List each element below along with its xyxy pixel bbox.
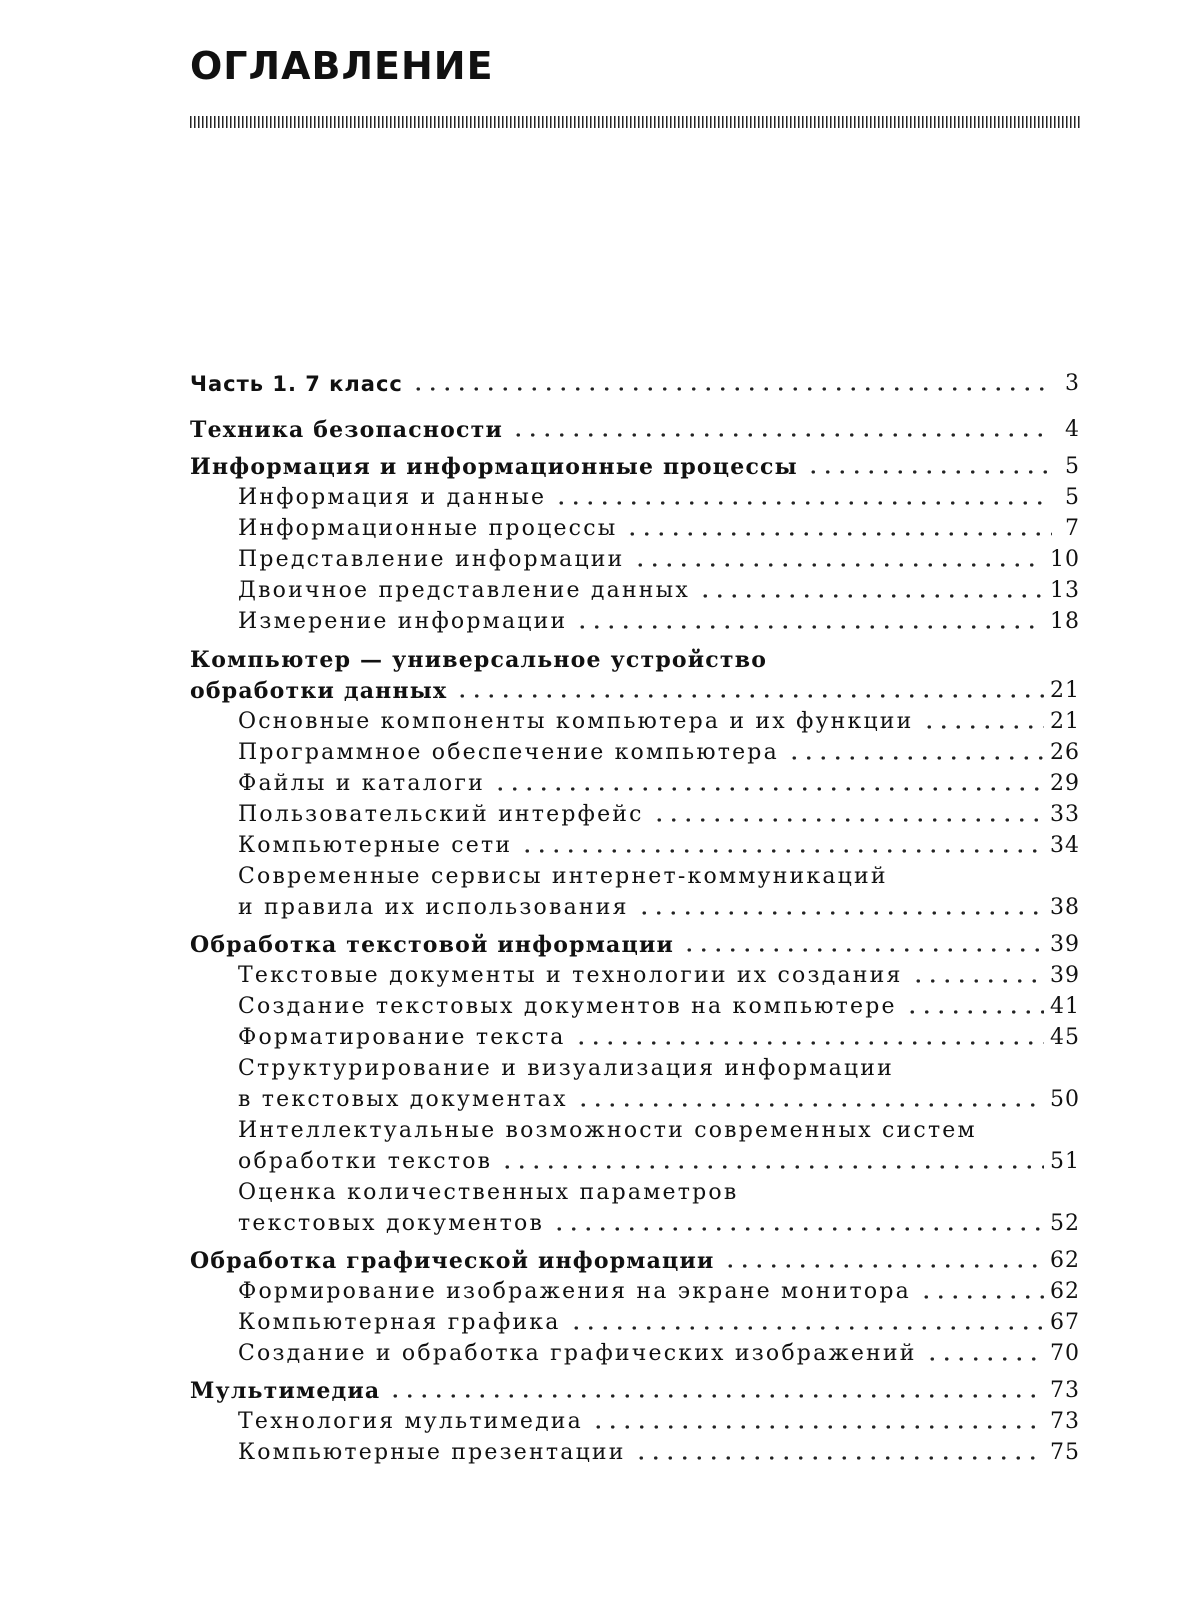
toc-entry-page: 33 bbox=[1050, 802, 1080, 827]
toc-entry[interactable] bbox=[190, 1146, 1080, 1178]
toc-entry-page: 73 bbox=[1050, 1409, 1080, 1434]
toc-entry-page: 7 bbox=[1065, 516, 1080, 541]
toc-entry[interactable] bbox=[190, 482, 1080, 514]
toc-entry-title: и правила их использования bbox=[238, 895, 629, 920]
toc-leader-dots bbox=[569, 1326, 1044, 1330]
toc-entry[interactable] bbox=[190, 1276, 1080, 1308]
toc-leader-dots bbox=[637, 911, 1044, 915]
toc-entry[interactable] bbox=[190, 892, 1080, 924]
toc-entry[interactable] bbox=[190, 1022, 1080, 1054]
toc-entry-title: Измерение информации bbox=[238, 609, 568, 634]
toc-leader-dots bbox=[698, 594, 1044, 598]
toc-entry-page: 73 bbox=[1050, 1378, 1080, 1403]
toc-entry-page: 62 bbox=[1050, 1279, 1080, 1304]
toc-leader-dots bbox=[723, 1264, 1044, 1268]
toc-leader-dots bbox=[411, 387, 1052, 391]
toc-leader-dots bbox=[787, 756, 1044, 760]
toc-entry-title: Компьютер — универсальное устройство bbox=[190, 647, 768, 673]
toc-leader-dots bbox=[511, 433, 1052, 437]
toc-entry-page: 75 bbox=[1050, 1440, 1080, 1465]
toc-leader-dots bbox=[493, 787, 1044, 791]
toc-leader-dots bbox=[574, 1041, 1044, 1045]
toc-entry-page: 70 bbox=[1050, 1341, 1080, 1366]
toc-entry-title: Обработка текстовой информации bbox=[190, 932, 674, 958]
toc-entry[interactable] bbox=[190, 644, 1080, 676]
toc-entry-title: Пользовательский интерфейс bbox=[238, 802, 644, 827]
toc-entry[interactable] bbox=[190, 737, 1080, 769]
toc-entry[interactable] bbox=[190, 451, 1080, 483]
toc-entry-title: Представление информации bbox=[238, 547, 625, 572]
title-rule bbox=[190, 116, 1080, 128]
toc-entry-title: обработки текстов bbox=[238, 1149, 493, 1174]
toc-entry-title: текстовых документов bbox=[238, 1211, 545, 1236]
toc-entry-title: Оценка количественных параметров bbox=[238, 1180, 739, 1205]
toc-entry[interactable] bbox=[190, 1375, 1080, 1407]
toc-leader-dots bbox=[919, 1295, 1044, 1299]
toc-entry-title: Структурирование и визуализация информации bbox=[238, 1056, 894, 1081]
toc-leader-dots bbox=[576, 1103, 1044, 1107]
toc-entry[interactable] bbox=[190, 1307, 1080, 1339]
toc-entry[interactable] bbox=[190, 768, 1080, 800]
toc-entry-page: 39 bbox=[1050, 963, 1080, 988]
toc-entry-title: Технология мультимедиа bbox=[238, 1409, 583, 1434]
toc-entry-page: 26 bbox=[1050, 740, 1080, 765]
toc-entry[interactable] bbox=[190, 799, 1080, 831]
toc-leader-dots bbox=[652, 818, 1044, 822]
toc-entry[interactable] bbox=[190, 1115, 1080, 1147]
toc-entry[interactable] bbox=[190, 1437, 1080, 1469]
toc-entry-title: Обработка графической информации bbox=[190, 1248, 715, 1274]
toc-entry-page: 45 bbox=[1050, 1025, 1080, 1050]
toc-entry[interactable] bbox=[190, 368, 1080, 400]
toc-entry-page: 34 bbox=[1050, 833, 1080, 858]
toc-leader-dots bbox=[634, 1456, 1044, 1460]
toc-entry-page: 50 bbox=[1050, 1087, 1080, 1112]
toc-leader-dots bbox=[591, 1425, 1044, 1429]
toc-entry[interactable] bbox=[190, 1177, 1080, 1209]
toc-entry[interactable] bbox=[190, 991, 1080, 1023]
toc-entry-page: 52 bbox=[1050, 1211, 1080, 1236]
toc-leader-dots bbox=[554, 501, 1052, 505]
toc-entry-title: Информация и данные bbox=[238, 485, 547, 510]
toc-entry-title: Информация и информационные процессы bbox=[190, 454, 798, 480]
toc-entry-page: 10 bbox=[1050, 547, 1080, 572]
toc-entry-title: в текстовых документах bbox=[238, 1087, 568, 1112]
toc-entry-page: 13 bbox=[1050, 578, 1080, 603]
toc-leader-dots bbox=[925, 1357, 1044, 1361]
toc-entry-page: 38 bbox=[1050, 895, 1080, 920]
toc-entry-page: 62 bbox=[1050, 1248, 1080, 1273]
toc-entry[interactable] bbox=[190, 606, 1080, 638]
toc-entry-page: 5 bbox=[1065, 485, 1080, 510]
toc-entry-title: Современные сервисы интернет-коммуникаций bbox=[238, 864, 888, 889]
toc-entry[interactable] bbox=[190, 1208, 1080, 1240]
toc-entry[interactable] bbox=[190, 1245, 1080, 1277]
toc-entry[interactable] bbox=[190, 830, 1080, 862]
toc-entry-title: Текстовые документы и технологии их создания bbox=[238, 963, 903, 988]
toc-entry[interactable] bbox=[190, 706, 1080, 738]
toc-entry[interactable] bbox=[190, 414, 1080, 446]
toc-entry[interactable] bbox=[190, 929, 1080, 961]
toc-entry[interactable] bbox=[190, 575, 1080, 607]
toc-entry-title: Компьютерные сети bbox=[238, 833, 513, 858]
toc-leader-dots bbox=[922, 725, 1044, 729]
toc-entry-page: 29 bbox=[1050, 771, 1080, 796]
toc-entry-title: Файлы и каталоги bbox=[238, 771, 485, 796]
toc-leader-dots bbox=[625, 532, 1052, 536]
toc-entry-page: 41 bbox=[1050, 994, 1080, 1019]
toc-entry[interactable] bbox=[190, 1338, 1080, 1370]
toc-leader-dots bbox=[388, 1394, 1044, 1398]
toc-entry[interactable] bbox=[190, 1084, 1080, 1116]
toc-entry-title: Информационные процессы bbox=[238, 516, 618, 541]
toc-entry-title: Основные компоненты компьютера и их функции bbox=[238, 709, 914, 734]
toc-leader-dots bbox=[455, 694, 1044, 698]
toc-leader-dots bbox=[520, 849, 1044, 853]
toc-entry-title: Программное обеспечение компьютера bbox=[238, 740, 779, 765]
toc-entry-title: Часть 1. 7 класс bbox=[190, 372, 403, 396]
toc-entry-page: 51 bbox=[1050, 1149, 1080, 1174]
toc-entry-page: 4 bbox=[1065, 417, 1080, 442]
toc-entry[interactable] bbox=[190, 1406, 1080, 1438]
toc-entry[interactable] bbox=[190, 861, 1080, 893]
toc-leader-dots bbox=[806, 470, 1052, 474]
toc-entry-title: Формирование изображения на экране монитора bbox=[238, 1279, 911, 1304]
toc-leader-dots bbox=[911, 979, 1044, 983]
toc-leader-dots bbox=[682, 948, 1044, 952]
toc-entry-title: Мультимедиа bbox=[190, 1378, 381, 1404]
toc-entry-title: Компьютерные презентации bbox=[238, 1440, 626, 1465]
toc-entry-page: 21 bbox=[1050, 709, 1080, 734]
toc-entry-title: Компьютерная графика bbox=[238, 1310, 561, 1335]
toc-entry[interactable] bbox=[190, 960, 1080, 992]
toc-leader-dots bbox=[575, 625, 1044, 629]
toc-entry-title: Интеллектуальные возможности современных систем bbox=[238, 1118, 977, 1143]
toc-leader-dots bbox=[633, 563, 1044, 567]
toc-entry[interactable] bbox=[190, 675, 1080, 707]
toc-entry-title: Двоичное представление данных bbox=[238, 578, 690, 603]
toc-entry-title: Форматирование текста bbox=[238, 1025, 566, 1050]
toc-entry[interactable] bbox=[190, 513, 1080, 545]
toc-entry-page: 67 bbox=[1050, 1310, 1080, 1335]
toc-entry[interactable] bbox=[190, 544, 1080, 576]
toc-entry[interactable] bbox=[190, 1053, 1080, 1085]
toc-entry-title: обработки данных bbox=[190, 678, 448, 704]
toc-leader-dots bbox=[905, 1010, 1044, 1014]
toc-leader-dots bbox=[500, 1165, 1044, 1169]
toc-entry-title: Техника безопасности bbox=[190, 417, 503, 443]
toc-entry-page: 5 bbox=[1065, 454, 1080, 479]
toc-entry-page: 3 bbox=[1065, 371, 1080, 396]
toc-entry-page: 21 bbox=[1050, 678, 1080, 703]
toc-entry-page: 39 bbox=[1050, 932, 1080, 957]
toc-entry-title: Создание и обработка графических изображений bbox=[238, 1341, 917, 1366]
toc-entry-page: 18 bbox=[1050, 609, 1080, 634]
toc-leader-dots bbox=[552, 1227, 1044, 1231]
toc-entry-title: Создание текстовых документов на компьютере bbox=[238, 994, 897, 1019]
page-title: ОГЛАВЛЕНИЕ bbox=[190, 44, 494, 88]
